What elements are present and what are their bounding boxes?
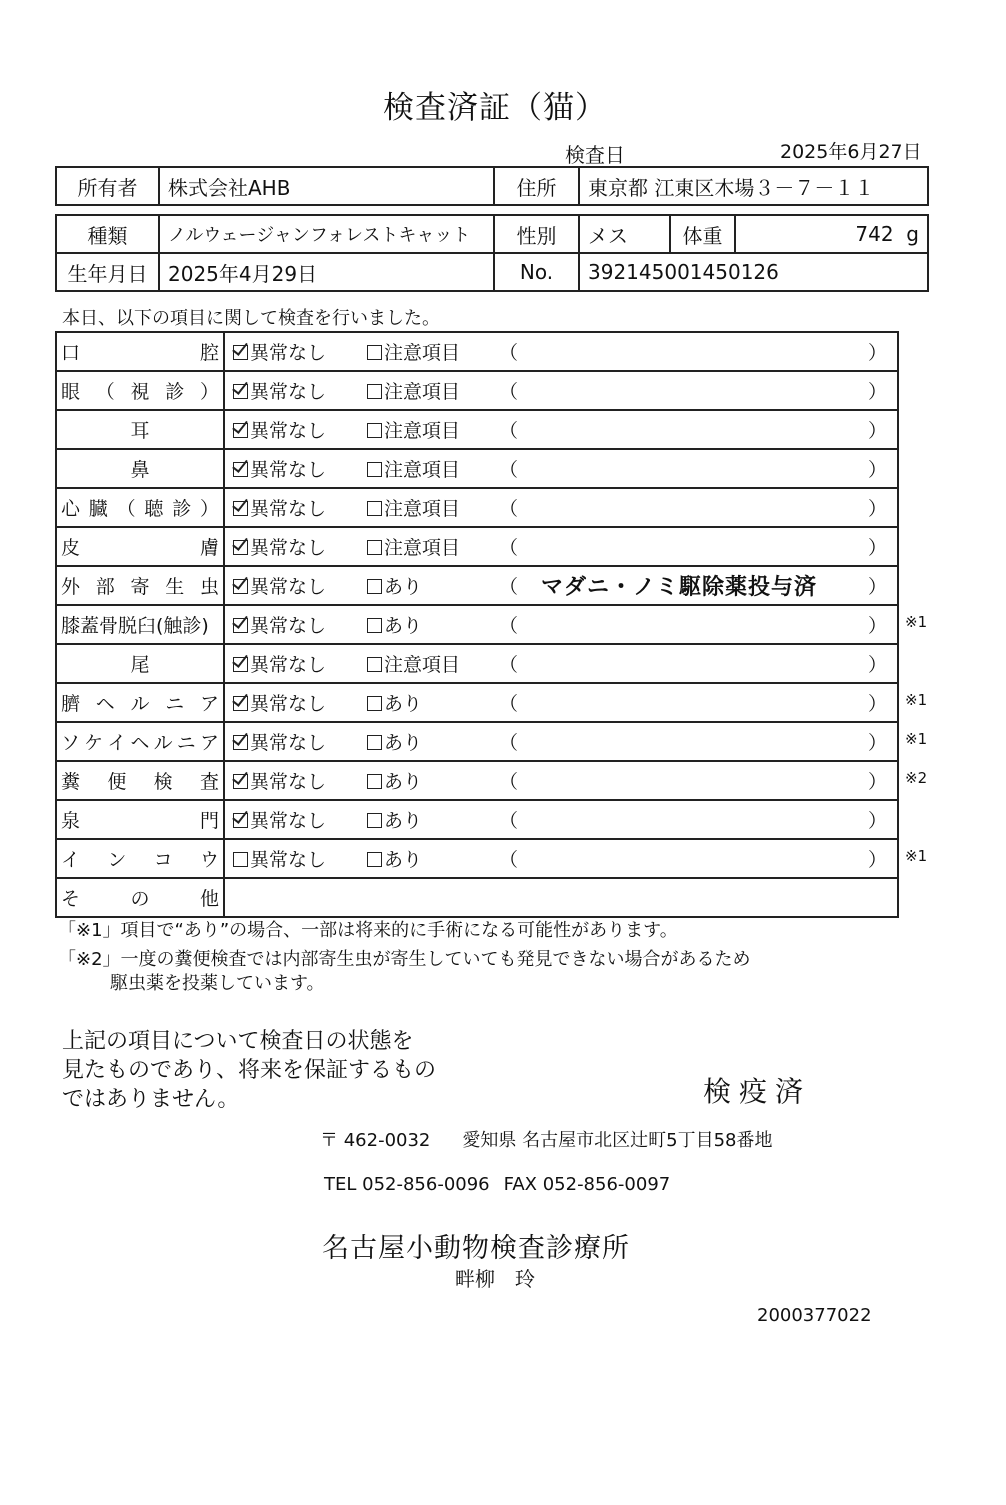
checkbox-icon: [367, 618, 382, 633]
paren-open: （: [499, 654, 519, 676]
item-label-char: 門: [199, 810, 219, 832]
option-normal[interactable]: [233, 338, 326, 365]
row-note-mark: ※1: [905, 691, 928, 709]
option-normal-label: 異常なし: [250, 732, 327, 754]
item-label-char: 耳: [130, 420, 150, 442]
option-normal-label: 異常なし: [250, 771, 327, 793]
item-options: [224, 449, 898, 488]
option-finding[interactable]: [367, 767, 422, 794]
birth-value: 2025年4月29日: [159, 253, 494, 291]
checkbox-icon: [233, 540, 248, 555]
item-label-char: 尾: [130, 654, 150, 676]
item-label-text: [61, 884, 219, 911]
option-finding-label: 注意項目: [384, 537, 461, 559]
checkbox-icon: [367, 852, 382, 867]
option-normal[interactable]: [233, 728, 326, 755]
birth-label: 生年月日: [56, 253, 159, 291]
item-label-text: [61, 416, 219, 443]
paren-open: （: [499, 615, 519, 637]
item-label: [56, 683, 224, 722]
item-options: [224, 371, 898, 410]
item-options: [224, 605, 898, 644]
item-label-text: [61, 455, 219, 482]
item-label-char: イ: [107, 732, 127, 754]
checkbox-icon: [367, 735, 382, 750]
fax-number: FAX 052-856-0097: [503, 1174, 671, 1195]
paren-close: ）: [867, 654, 887, 676]
item-label-char: 膝蓋骨脱臼(触診): [61, 615, 209, 637]
item-label-char: 臓: [88, 498, 108, 520]
item-label-char: 検: [153, 771, 173, 793]
item-label-char: ニ: [176, 732, 196, 754]
paren-open: （: [499, 771, 519, 793]
option-finding[interactable]: [367, 689, 422, 716]
option-normal[interactable]: [233, 572, 326, 599]
checkbox-icon: [367, 345, 382, 360]
option-normal-label: 異常なし: [250, 498, 327, 520]
checkbox-icon: [233, 774, 248, 789]
paren-open: （: [499, 459, 519, 481]
item-options: [224, 800, 898, 839]
item-label-char: 鼻: [130, 459, 150, 481]
item-label-char: ケ: [84, 732, 104, 754]
option-normal[interactable]: [233, 416, 326, 443]
item-label-text: [61, 611, 219, 638]
checkbox-icon: [233, 852, 248, 867]
paren-open: （: [499, 849, 519, 871]
exam-date-label: 検査日: [565, 143, 625, 167]
item-label-char: ニ: [165, 693, 185, 715]
paren-open: （: [499, 732, 519, 754]
item-label-text: [61, 728, 219, 755]
item-remark: マダニ・ノミ駆除薬投与済: [541, 575, 818, 600]
item-label-char: 心: [61, 498, 81, 520]
checkbox-icon: [367, 384, 382, 399]
option-normal-label: 異常なし: [250, 810, 327, 832]
sex-label: 性別: [494, 215, 579, 253]
option-finding[interactable]: [367, 806, 422, 833]
option-normal[interactable]: [233, 455, 326, 482]
checkbox-icon: [233, 345, 248, 360]
option-finding[interactable]: [367, 572, 422, 599]
paren-close: ）: [867, 381, 887, 403]
option-normal[interactable]: [233, 650, 326, 677]
item-label-char: ア: [199, 732, 219, 754]
paren-close: ）: [867, 615, 887, 637]
item-label-text: [61, 650, 219, 677]
paren-open: （: [499, 693, 519, 715]
veterinarian-name: 畔柳 玲: [455, 1267, 535, 1291]
item-options: [224, 566, 898, 605]
paren-close: ）: [867, 693, 887, 715]
checkbox-icon: [233, 657, 248, 672]
page-title: 検査済証（猫）: [383, 90, 607, 126]
row-note-mark: ※1: [905, 730, 928, 748]
paren-open: （: [499, 537, 519, 559]
paren-close: ）: [867, 576, 887, 598]
paren-open: （: [499, 810, 519, 832]
check-row: [56, 488, 898, 527]
item-label-text: [61, 845, 219, 872]
item-label-char: ウ: [199, 849, 219, 871]
check-row: [56, 410, 898, 449]
item-label: [56, 605, 224, 644]
option-normal-label: 異常なし: [250, 693, 327, 715]
option-normal-label: 異常なし: [250, 537, 327, 559]
row-note-mark: ※2: [905, 769, 928, 787]
weight-cell: [735, 215, 928, 253]
item-label-char: ）: [199, 498, 219, 520]
checkbox-icon: [233, 423, 248, 438]
footnote-3: 駆虫薬を投薬しています。: [110, 973, 325, 994]
checkbox-icon: [233, 813, 248, 828]
check-row: [56, 839, 898, 878]
item-label-char: 糞: [61, 771, 81, 793]
option-finding-label: 注意項目: [384, 381, 461, 403]
item-label-text: [61, 689, 219, 716]
item-label-char: 口: [61, 342, 81, 364]
item-label-text: [61, 377, 219, 404]
checkbox-icon: [367, 813, 382, 828]
item-label-char: 皮: [61, 537, 81, 559]
breed-label: 種類: [56, 215, 159, 253]
item-options: [224, 527, 898, 566]
checkbox-icon: [233, 618, 248, 633]
item-label-char: 視: [130, 381, 150, 403]
check-row: [56, 332, 898, 371]
option-normal-label: 異常なし: [250, 576, 327, 598]
item-label-char: 外: [61, 576, 81, 598]
check-row: [56, 644, 898, 683]
disclaimer-line: 上記の項目について検査日の状態を: [62, 1029, 414, 1054]
item-label-char: の: [130, 888, 150, 910]
item-label-char: そ: [61, 888, 81, 910]
item-options: [224, 761, 898, 800]
breed-value: ノルウェージャンフォレストキャット: [159, 215, 494, 253]
checkbox-icon: [367, 774, 382, 789]
disclaimer-line: 見たものであり、将来を保証するもの: [62, 1058, 437, 1083]
item-label-char: 査: [199, 771, 219, 793]
option-finding-label: 注意項目: [384, 342, 461, 364]
item-label-char: ル: [130, 693, 150, 715]
checkbox-icon: [233, 696, 248, 711]
checkbox-icon: [367, 657, 382, 672]
checkbox-icon: [233, 501, 248, 516]
owner-table: [55, 166, 929, 206]
item-label: [56, 449, 224, 488]
option-normal[interactable]: [233, 494, 326, 521]
sex-value: メス: [579, 215, 670, 253]
item-label-char: 生: [165, 576, 185, 598]
check-row: [56, 527, 898, 566]
option-finding-label: 注意項目: [384, 459, 461, 481]
option-finding-label: あり: [384, 771, 423, 793]
option-normal-label: 異常なし: [250, 849, 327, 871]
paren-open: （: [499, 576, 519, 598]
item-label-char: コ: [153, 849, 173, 871]
checkbox-icon: [367, 540, 382, 555]
paren-open: （: [499, 420, 519, 442]
item-label-char: ）: [199, 381, 219, 403]
option-finding[interactable]: [367, 338, 460, 365]
no-value: 392145001450126: [579, 253, 928, 291]
option-finding-label: 注意項目: [384, 498, 461, 520]
address-label: 住所: [494, 167, 579, 205]
option-finding[interactable]: [367, 650, 460, 677]
option-finding[interactable]: [367, 533, 460, 560]
option-normal-label: 異常なし: [250, 420, 327, 442]
checkbox-icon: [233, 384, 248, 399]
option-finding-label: あり: [384, 693, 423, 715]
item-label: [56, 371, 224, 410]
option-finding[interactable]: [367, 416, 460, 443]
option-finding-label: あり: [384, 810, 423, 832]
paren-close: ）: [867, 342, 887, 364]
item-options: [224, 410, 898, 449]
option-normal[interactable]: [233, 533, 326, 560]
item-label-text: [61, 806, 219, 833]
checkbox-icon: [367, 501, 382, 516]
item-label: [56, 488, 224, 527]
paren-close: ）: [867, 810, 887, 832]
paren-open: （: [499, 381, 519, 403]
option-finding[interactable]: [367, 611, 422, 638]
item-options: [224, 488, 898, 527]
paren-open: （: [499, 498, 519, 520]
option-normal[interactable]: [233, 611, 326, 638]
animal-table: [55, 214, 929, 292]
item-label: [56, 878, 224, 917]
footnote-1: 「※1」項目で“あり”の場合、一部は将来的に手術になる可能性があります。: [58, 920, 678, 941]
option-finding-label: あり: [384, 849, 423, 871]
option-finding-label: 注意項目: [384, 420, 461, 442]
option-normal[interactable]: [233, 377, 326, 404]
paren-close: ）: [867, 420, 887, 442]
check-row: [56, 449, 898, 488]
item-options: [224, 683, 898, 722]
item-label: [56, 761, 224, 800]
address-value: 東京都 江東区木場３－７－１１: [579, 167, 928, 205]
checkbox-icon: [233, 462, 248, 477]
intro-text: 本日、以下の項目に関して検査を行いました。: [62, 308, 440, 329]
owner-value: 株式会社AHB: [159, 167, 494, 205]
option-normal-label: 異常なし: [250, 342, 327, 364]
item-label: [56, 527, 224, 566]
option-finding[interactable]: [367, 494, 460, 521]
paren-close: ）: [867, 771, 887, 793]
disclaimer: [62, 1027, 436, 1114]
option-normal[interactable]: [233, 806, 326, 833]
item-label-char: 臍: [61, 693, 81, 715]
paren-open: （: [499, 342, 519, 364]
check-table: [55, 331, 899, 918]
check-row: [56, 800, 898, 839]
option-normal[interactable]: [233, 845, 326, 872]
check-row-other: [56, 878, 898, 917]
serial-number: 2000377022: [757, 1305, 872, 1326]
checkbox-icon: [367, 462, 382, 477]
item-label-char: 診: [165, 381, 185, 403]
item-label-char: 部: [95, 576, 115, 598]
option-normal-label: 異常なし: [250, 615, 327, 637]
item-options: [224, 839, 898, 878]
check-row: [56, 722, 898, 761]
exam-date-value: 2025年6月27日: [780, 141, 922, 163]
item-label: [56, 332, 224, 371]
option-finding[interactable]: [367, 455, 460, 482]
option-normal-label: 異常なし: [250, 459, 327, 481]
item-label-char: 虫: [199, 576, 219, 598]
item-label-char: 膚: [199, 537, 219, 559]
paren-close: ）: [867, 537, 887, 559]
option-finding-label: あり: [384, 732, 423, 754]
option-normal-label: 異常なし: [250, 381, 327, 403]
item-label-char: ソ: [61, 732, 81, 754]
no-label: No.: [494, 253, 579, 291]
check-row: [56, 566, 898, 605]
item-label-char: （: [116, 498, 136, 520]
item-label: [56, 566, 224, 605]
paren-close: ）: [867, 498, 887, 520]
item-label-text: [61, 494, 219, 521]
item-label: [56, 410, 224, 449]
item-label-char: ア: [199, 693, 219, 715]
quarantine-stamp: 検疫済: [703, 1075, 812, 1108]
item-label-char: イ: [61, 849, 81, 871]
checkbox-icon: [367, 423, 382, 438]
checkbox-icon: [367, 696, 382, 711]
clinic-address: [320, 1126, 804, 1152]
checkbox-icon: [367, 579, 382, 594]
checkbox-icon: [233, 579, 248, 594]
postal-code: 〒 462-0032: [320, 1130, 431, 1151]
option-finding[interactable]: [367, 845, 422, 872]
option-finding-label: あり: [384, 576, 423, 598]
item-label-char: 腔: [199, 342, 219, 364]
checkbox-icon: [233, 735, 248, 750]
street-address: 愛知県 名古屋市北区辻町5丁目58番地: [462, 1130, 773, 1151]
check-row: [56, 683, 898, 722]
item-label-char: ヘ: [95, 693, 115, 715]
option-finding-label: あり: [384, 615, 423, 637]
item-label-text: [61, 533, 219, 560]
item-label-char: 診: [172, 498, 192, 520]
owner-label: 所有者: [56, 167, 159, 205]
item-label-text: [61, 338, 219, 365]
weight-value: 742: [855, 222, 894, 246]
weight-label: 体重: [670, 215, 735, 253]
item-label-char: 眼: [61, 381, 81, 403]
item-label: [56, 644, 224, 683]
item-label-text: [61, 767, 219, 794]
row-note-mark: ※1: [905, 847, 928, 865]
clinic-contact: [324, 1174, 684, 1195]
item-options: [224, 722, 898, 761]
item-label-char: 泉: [61, 810, 81, 832]
weight-unit: g: [906, 222, 919, 246]
item-options: [224, 332, 898, 371]
other-value: [224, 878, 898, 917]
tel-number: TEL 052-856-0096: [324, 1174, 490, 1195]
item-options: [224, 644, 898, 683]
item-label-text: [61, 572, 219, 599]
option-normal[interactable]: [233, 767, 326, 794]
item-label: [56, 722, 224, 761]
option-finding[interactable]: [367, 377, 460, 404]
item-label-char: ン: [107, 849, 127, 871]
item-label-char: 便: [107, 771, 127, 793]
check-row: [56, 371, 898, 410]
footnote-2: 「※2」一度の糞便検査では内部寄生虫が寄生していても発見できない場合があるため: [58, 949, 751, 970]
item-label: [56, 839, 224, 878]
item-label-char: （: [95, 381, 115, 403]
item-label-char: 他: [199, 888, 219, 910]
paren-close: ）: [867, 459, 887, 481]
row-note-mark: ※1: [905, 613, 928, 631]
disclaimer-line: ではありません。: [62, 1087, 240, 1112]
check-row: [56, 605, 898, 644]
option-normal[interactable]: [233, 689, 326, 716]
item-label-char: ル: [153, 732, 173, 754]
item-label-char: ヘ: [130, 732, 150, 754]
paren-close: ）: [867, 849, 887, 871]
option-normal-label: 異常なし: [250, 654, 327, 676]
check-row: [56, 761, 898, 800]
item-label-char: 聴: [144, 498, 164, 520]
clinic-name: 名古屋小動物検査診療所: [322, 1233, 630, 1264]
paren-close: ）: [867, 732, 887, 754]
option-finding-label: 注意項目: [384, 654, 461, 676]
item-label: [56, 800, 224, 839]
option-finding[interactable]: [367, 728, 422, 755]
item-label-char: 寄: [130, 576, 150, 598]
